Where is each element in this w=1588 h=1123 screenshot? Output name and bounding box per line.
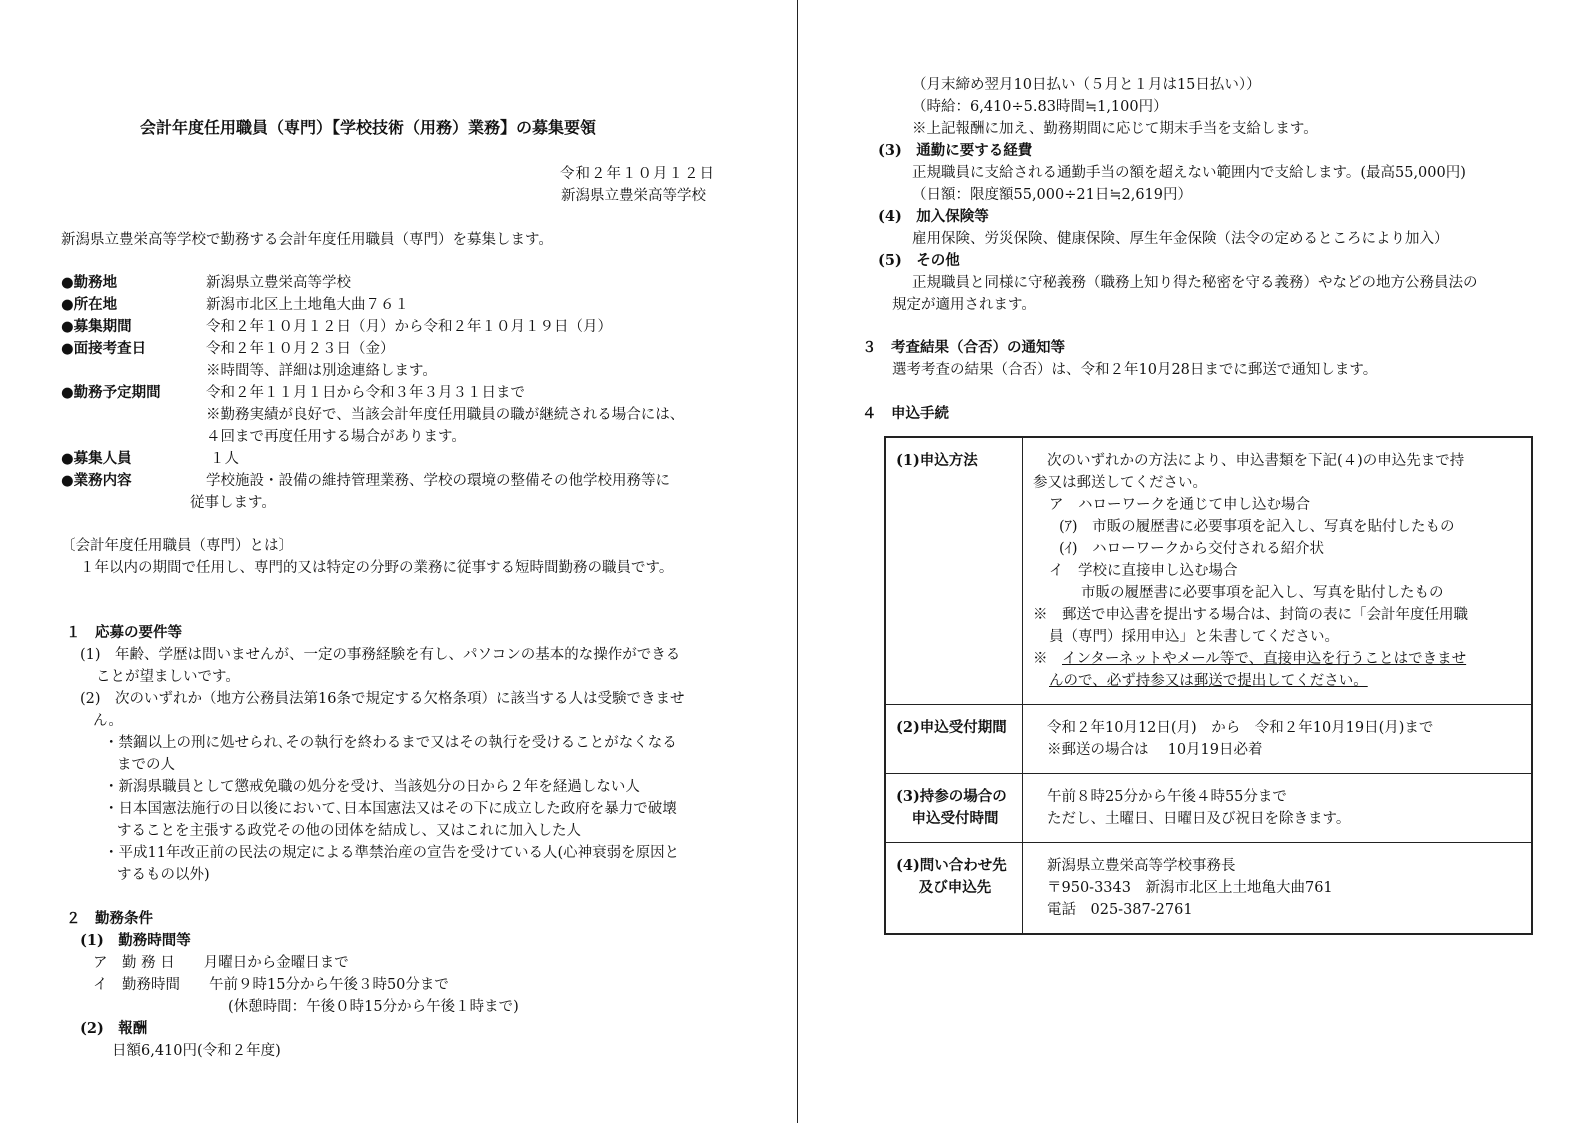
text-line: 電話 025-387-2761 — [1047, 902, 1193, 918]
text-line: 員（専門）採用申込」と朱書してください。 — [1049, 629, 1339, 645]
table-row — [885, 774, 1532, 843]
text-line: 規定が適用されます。 — [892, 297, 1036, 313]
header-line: (3)持参の場合の — [896, 788, 1007, 805]
pay-heading: (2) 報酬 — [80, 1020, 148, 1037]
insurance-text: 雇用保険、労災保険、健康保険、厚生年金保険（法令の定めるところにより加入） — [912, 231, 1449, 247]
text-line: するもの以外) — [117, 867, 210, 883]
item-value: 新潟県立豊栄高等学校 — [206, 275, 351, 291]
item-value: 令和２年１０月２３日（金） — [206, 341, 395, 357]
item-value: 令和２年１０月１２日（月）から令和２年１０月１９日（月） — [206, 319, 612, 335]
text-line: 次のいずれかの方法により、申込書類を下記(４)の申込先まで持 — [1047, 453, 1465, 469]
item-value: ※勤務実績が良好で、当該会計年度任用職員の職が継続される場合には、 — [206, 407, 685, 423]
item-label: ●募集人員 — [61, 450, 132, 467]
row-content — [1023, 774, 1533, 843]
underlined-note: んので、必ず持参又は郵送で提出してください。 — [1049, 673, 1368, 689]
header-line: (4)問い合わせ先 — [896, 857, 1007, 874]
row-header: (1)申込方法 — [885, 437, 1023, 705]
item-value: 学校施設・設備の維持管理業務、学校の環境の整備その他学校用務等に — [206, 473, 670, 489]
intro-text: 新潟県立豊栄高等学校で勤務する会計年度任用職員（専門）を募集します。 — [61, 232, 553, 248]
text-line: (2) 次のいずれか（地方公務員法第16条で規定する欠格条項）に該当する人は受験できませ — [80, 691, 685, 707]
text-line: （日額：限度額55,000÷21日≒2,619円） — [912, 187, 1192, 203]
item-value: 新潟市北区上土地亀大曲７６１ — [206, 297, 409, 313]
school-name: 新潟県立豊栄高等学校 — [561, 188, 706, 204]
other-heading: (5) その他 — [878, 252, 960, 269]
section3-heading: ３ 考査結果（合否）の通知等 — [862, 339, 1065, 356]
text-line: (休憩時間：午後０時15分から午後１時まで) — [228, 999, 519, 1015]
section4-heading: ４ 申込手続 — [862, 405, 949, 422]
item-value: ※時間等、詳細は別途連絡します。 — [206, 363, 437, 379]
table-row — [885, 705, 1532, 774]
item-value: 従事します。 — [190, 495, 276, 511]
text-line: ただし、土曜日、日曜日及び祝日を除きます。 — [1047, 811, 1351, 827]
text-line: 〒950-3343 新潟市北区上土地亀大曲761 — [1047, 880, 1333, 896]
table-row — [885, 843, 1532, 935]
row-header — [885, 843, 1023, 935]
text-line: ・平成11年改正前の民法の規定による準禁治産の宣告を受けている人(心神衰弱を原因と — [104, 845, 680, 861]
text-line: 午前８時25分から午後４時55分まで — [1047, 789, 1287, 805]
item-value: 令和２年１１月１日から令和３年３月３１日まで — [206, 385, 525, 401]
header-line: 及び申込先 — [918, 879, 992, 896]
item-label: ●募集期間 — [61, 318, 132, 335]
text-line: 正規職員と同様に守秘義務（職務上知り得た秘密を守る義務）やなどの地方公務員法の — [912, 275, 1478, 291]
insurance-heading: (4) 加入保険等 — [878, 208, 989, 225]
definition-text: １年以内の期間で任用し、専門的又は特定の分野の業務に従事する短時間勤務の職員です。 — [80, 560, 674, 576]
text-line: までの人 — [117, 757, 175, 773]
item-label: ●所在地 — [61, 296, 118, 313]
text-line: ん。 — [93, 713, 123, 729]
item-label: ●面接考査日 — [61, 340, 147, 357]
text-line: （時給：6,410÷5.83時間≒1,100円） — [912, 99, 1168, 115]
row-header: (2)申込受付期間 — [885, 705, 1023, 774]
pay-text: 日額6,410円(令和２年度) — [112, 1043, 281, 1059]
text-line: (ｲ) ハローワークから交付される紹介状 — [1059, 541, 1325, 557]
definition-heading: 〔会計年度任用職員（専門）とは〕 — [61, 538, 293, 554]
row-content — [1023, 437, 1533, 705]
text-line: することを主張する政党その他の団体を結成し、又はこれに加入した人 — [117, 823, 581, 839]
item-label: ●勤務地 — [61, 274, 118, 291]
text-line: (1) 年齢、学歴は問いませんが、一定の事務経験を有し、パソコンの基本的な操作ができる — [80, 647, 681, 663]
text-line: ※ 郵送で申込書を提出する場合は、封筒の表に「会計年度任用職 — [1033, 607, 1468, 623]
text-line: ア ハローワークを通じて申し込む場合 — [1049, 497, 1310, 513]
text-line: 令和２年10月12日(月) から 令和２年10月19日(月)まで — [1047, 720, 1434, 736]
item-label: ●業務内容 — [61, 472, 132, 489]
text-line — [1033, 670, 1523, 692]
document-title: 会計年度任用職員（専門）【学校技術（用務）業務】の募集要領 — [140, 118, 597, 137]
text-line: (ｱ) 市販の履歴書に必要事項を記入し、写真を貼付したもの — [1059, 519, 1455, 535]
text-line: 新潟県立豊栄高等学校事務長 — [1047, 858, 1236, 874]
underlined-note: インターネットやメール等で、直接申込を行うことはできませ — [1062, 651, 1467, 667]
item-label: ●勤務予定期間 — [61, 384, 161, 401]
text-line: 正規職員に支給される通勤手当の額を超えない範囲内で支給します。(最高55,000円) — [912, 165, 1466, 181]
section3-text: 選考考査の結果（合否）は、令和２年10月28日までに郵送で通知します。 — [892, 362, 1378, 378]
section2-heading: ２ 勤務条件 — [66, 910, 153, 927]
row-content — [1023, 843, 1533, 935]
text-line: イ 学校に直接申し込む場合 — [1049, 563, 1238, 579]
header-line: 申込受付時間 — [911, 810, 999, 827]
text-line: ※郵送の場合は 10月19日必着 — [1047, 742, 1263, 758]
text-line: イ 勤務時間 午前９時15分から午後３時50分まで — [93, 977, 449, 993]
issue-date: 令和２年１０月１２日 — [560, 166, 715, 182]
text-line: ※上記報酬に加え、勤務期間に応じて期末手当を支給します。 — [912, 121, 1318, 137]
text-line: ・禁錮以上の刑に処せられ､その執行を終わるまで又はその執行を受けることがなくなる — [104, 735, 677, 751]
text-line — [1033, 648, 1523, 670]
work-hours-heading: (1) 勤務時間等 — [80, 932, 191, 949]
item-value: １人 — [210, 451, 239, 467]
note-mark: ※ — [1033, 651, 1048, 667]
item-value: ４回まで再度任用する場合があります。 — [206, 429, 466, 445]
text-line: （月末締め翌月10日払い（５月と１月は15日払い）） — [912, 77, 1261, 93]
text-line: 参又は郵送してください。 — [1033, 475, 1207, 491]
text-line: ことが望ましいです。 — [96, 669, 240, 685]
commute-heading: (3) 通勤に要する経費 — [878, 142, 1033, 159]
section1-heading: １ 応募の要件等 — [66, 624, 182, 641]
text-line: ・新潟県職員として懲戒免職の処分を受け、当該処分の日から２年を経過しない人 — [104, 779, 640, 795]
application-table — [884, 436, 1533, 935]
page-divider — [797, 0, 798, 1123]
table-row — [885, 437, 1532, 705]
text-line: ・日本国憲法施行の日以後において､日本国憲法又はその下に成立した政府を暴力で破壊 — [104, 801, 677, 817]
row-content — [1023, 705, 1533, 774]
text-line: ア 勤 務 日 月曜日から金曜日まで — [93, 955, 349, 971]
text-line: 市販の履歴書に必要事項を記入し、写真を貼付したもの — [1081, 585, 1444, 601]
row-header — [885, 774, 1023, 843]
